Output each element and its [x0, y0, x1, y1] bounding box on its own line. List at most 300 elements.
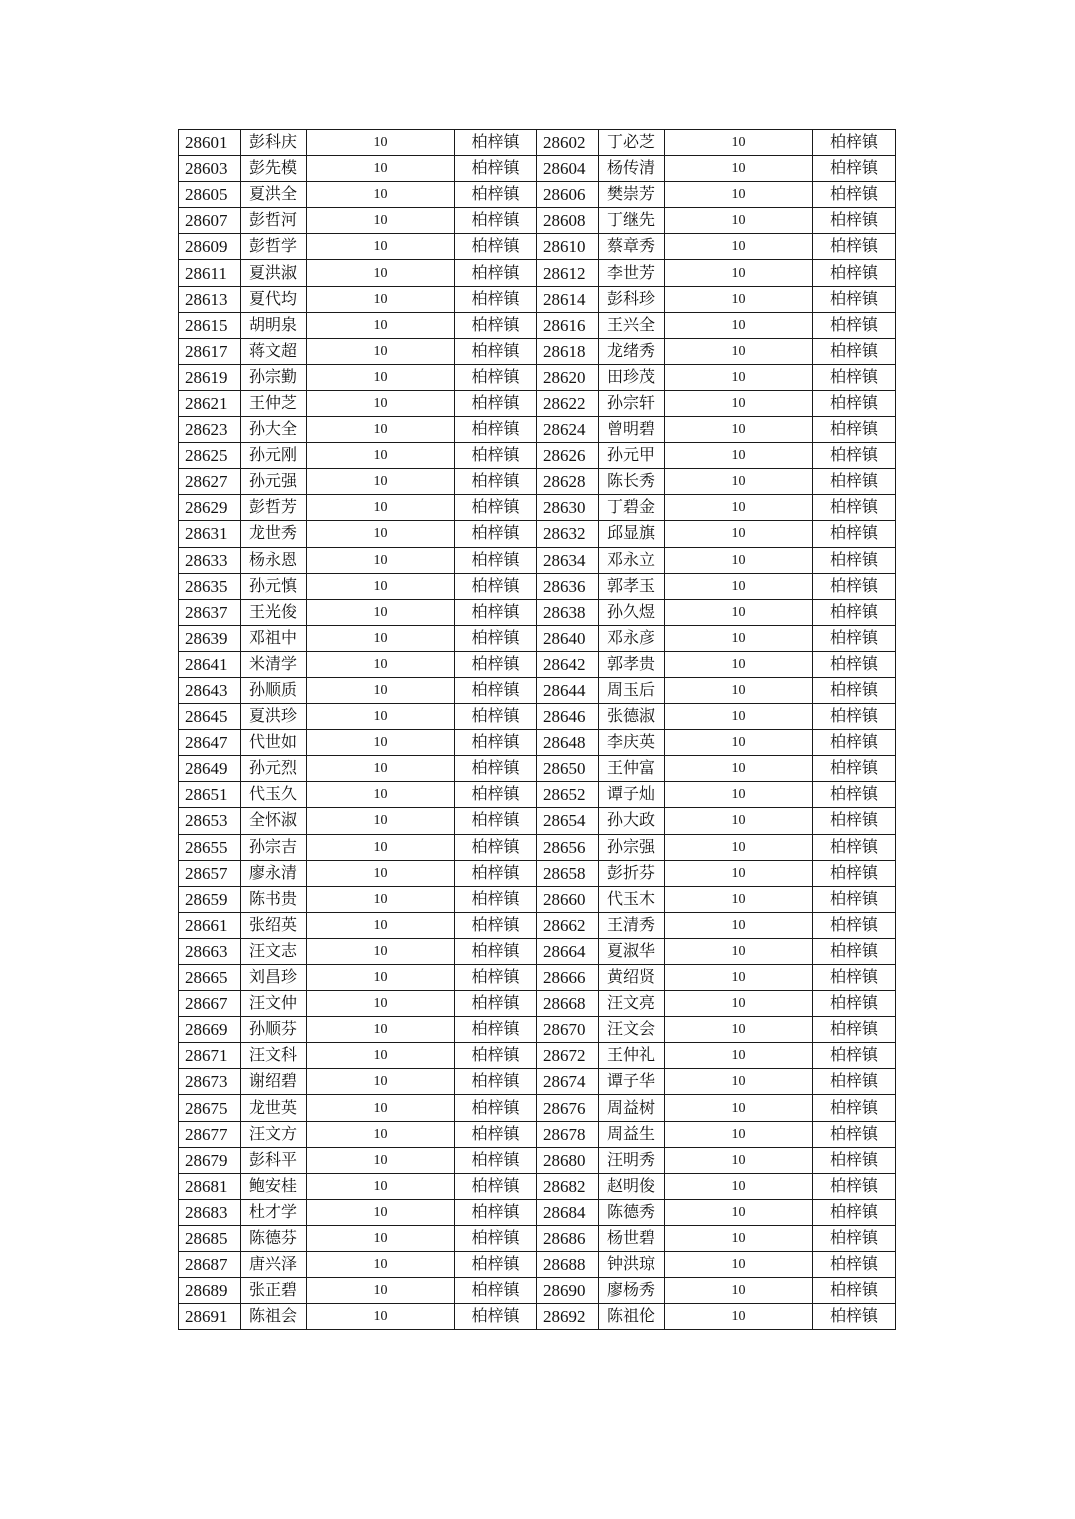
left-amount-cell: 10: [307, 417, 455, 443]
left-amount-cell: 10: [307, 1121, 455, 1147]
right-amount-cell: 10: [665, 286, 813, 312]
left-amount-cell: 10: [307, 1017, 455, 1043]
left-town-name-cell: 柏梓镇: [455, 156, 537, 182]
left-town-name-cell: 柏梓镇: [455, 991, 537, 1017]
right-record-id-cell: 28686: [537, 1225, 599, 1251]
table-body: [179, 130, 896, 1330]
left-town-name-cell: 柏梓镇: [455, 912, 537, 938]
right-person-name-cell: 田珍茂: [599, 364, 665, 390]
right-town-name-cell: 柏梓镇: [813, 834, 896, 860]
right-person-name-cell: 邱显旗: [599, 521, 665, 547]
table-row: [179, 938, 896, 964]
left-record-id-cell: 28613: [179, 286, 241, 312]
right-town-name-cell: 柏梓镇: [813, 234, 896, 260]
right-amount-cell: 10: [665, 625, 813, 651]
table-row: [179, 1017, 896, 1043]
right-amount-cell: 10: [665, 886, 813, 912]
left-town-name-cell: 柏梓镇: [455, 1147, 537, 1173]
right-amount-cell: 10: [665, 338, 813, 364]
left-person-name-cell: 王光俊: [241, 599, 307, 625]
left-amount-cell: 10: [307, 1199, 455, 1225]
right-amount-cell: 10: [665, 234, 813, 260]
right-amount-cell: 10: [665, 834, 813, 860]
table-row: [179, 834, 896, 860]
left-record-id-cell: 28639: [179, 625, 241, 651]
left-record-id-cell: 28605: [179, 182, 241, 208]
left-record-id-cell: 28631: [179, 521, 241, 547]
right-amount-cell: 10: [665, 495, 813, 521]
left-person-name-cell: 孙元强: [241, 469, 307, 495]
left-town-name-cell: 柏梓镇: [455, 599, 537, 625]
left-record-id-cell: 28655: [179, 834, 241, 860]
left-amount-cell: 10: [307, 364, 455, 390]
left-person-name-cell: 夏洪淑: [241, 260, 307, 286]
left-town-name-cell: 柏梓镇: [455, 1095, 537, 1121]
left-person-name-cell: 邓祖中: [241, 625, 307, 651]
left-record-id-cell: 28623: [179, 417, 241, 443]
right-amount-cell: 10: [665, 1147, 813, 1173]
right-record-id-cell: 28644: [537, 677, 599, 703]
right-town-name-cell: 柏梓镇: [813, 991, 896, 1017]
right-town-name-cell: 柏梓镇: [813, 130, 896, 156]
left-amount-cell: 10: [307, 991, 455, 1017]
table-row: [179, 1304, 896, 1330]
right-town-name-cell: 柏梓镇: [813, 1278, 896, 1304]
left-record-id-cell: 28675: [179, 1095, 241, 1121]
table-row: [179, 1225, 896, 1251]
left-person-name-cell: 张绍英: [241, 912, 307, 938]
right-person-name-cell: 郭孝玉: [599, 573, 665, 599]
left-person-name-cell: 杨永恩: [241, 547, 307, 573]
table-row: [179, 130, 896, 156]
right-record-id-cell: 28606: [537, 182, 599, 208]
right-record-id-cell: 28620: [537, 364, 599, 390]
right-record-id-cell: 28660: [537, 886, 599, 912]
right-record-id-cell: 28678: [537, 1121, 599, 1147]
left-amount-cell: 10: [307, 234, 455, 260]
left-record-id-cell: 28625: [179, 443, 241, 469]
right-record-id-cell: 28640: [537, 625, 599, 651]
right-town-name-cell: 柏梓镇: [813, 1095, 896, 1121]
left-amount-cell: 10: [307, 730, 455, 756]
left-town-name-cell: 柏梓镇: [455, 730, 537, 756]
left-record-id-cell: 28651: [179, 782, 241, 808]
left-amount-cell: 10: [307, 938, 455, 964]
right-town-name-cell: 柏梓镇: [813, 704, 896, 730]
left-person-name-cell: 彭科庆: [241, 130, 307, 156]
left-town-name-cell: 柏梓镇: [455, 1199, 537, 1225]
left-person-name-cell: 夏代均: [241, 286, 307, 312]
right-amount-cell: 10: [665, 1173, 813, 1199]
left-record-id-cell: 28611: [179, 260, 241, 286]
left-record-id-cell: 28649: [179, 756, 241, 782]
right-person-name-cell: 彭科珍: [599, 286, 665, 312]
right-town-name-cell: 柏梓镇: [813, 756, 896, 782]
right-amount-cell: 10: [665, 991, 813, 1017]
left-person-name-cell: 王仲芝: [241, 390, 307, 416]
table-row: [179, 808, 896, 834]
right-amount-cell: 10: [665, 1043, 813, 1069]
left-amount-cell: 10: [307, 495, 455, 521]
right-person-name-cell: 丁碧金: [599, 495, 665, 521]
table-row: [179, 469, 896, 495]
right-record-id-cell: 28692: [537, 1304, 599, 1330]
right-town-name-cell: 柏梓镇: [813, 1069, 896, 1095]
right-record-id-cell: 28618: [537, 338, 599, 364]
left-town-name-cell: 柏梓镇: [455, 938, 537, 964]
left-amount-cell: 10: [307, 338, 455, 364]
left-amount-cell: 10: [307, 651, 455, 677]
right-person-name-cell: 周益树: [599, 1095, 665, 1121]
left-town-name-cell: 柏梓镇: [455, 965, 537, 991]
right-town-name-cell: 柏梓镇: [813, 730, 896, 756]
right-person-name-cell: 谭子灿: [599, 782, 665, 808]
right-record-id-cell: 28684: [537, 1199, 599, 1225]
left-person-name-cell: 孙元刚: [241, 443, 307, 469]
left-record-id-cell: 28671: [179, 1043, 241, 1069]
right-person-name-cell: 龙绪秀: [599, 338, 665, 364]
table-row: [179, 1278, 896, 1304]
right-town-name-cell: 柏梓镇: [813, 1304, 896, 1330]
table-row: [179, 1173, 896, 1199]
right-record-id-cell: 28634: [537, 547, 599, 573]
right-person-name-cell: 孙元甲: [599, 443, 665, 469]
right-person-name-cell: 周玉后: [599, 677, 665, 703]
right-town-name-cell: 柏梓镇: [813, 938, 896, 964]
left-person-name-cell: 孙元烈: [241, 756, 307, 782]
left-town-name-cell: 柏梓镇: [455, 1225, 537, 1251]
left-person-name-cell: 鲍安桂: [241, 1173, 307, 1199]
left-town-name-cell: 柏梓镇: [455, 312, 537, 338]
right-town-name-cell: 柏梓镇: [813, 443, 896, 469]
left-town-name-cell: 柏梓镇: [455, 1173, 537, 1199]
right-town-name-cell: 柏梓镇: [813, 182, 896, 208]
left-amount-cell: 10: [307, 1147, 455, 1173]
right-record-id-cell: 28676: [537, 1095, 599, 1121]
table-row: [179, 573, 896, 599]
right-record-id-cell: 28654: [537, 808, 599, 834]
right-town-name-cell: 柏梓镇: [813, 860, 896, 886]
left-town-name-cell: 柏梓镇: [455, 547, 537, 573]
right-record-id-cell: 28630: [537, 495, 599, 521]
right-town-name-cell: 柏梓镇: [813, 469, 896, 495]
right-town-name-cell: 柏梓镇: [813, 599, 896, 625]
right-person-name-cell: 李世芳: [599, 260, 665, 286]
left-town-name-cell: 柏梓镇: [455, 782, 537, 808]
left-amount-cell: 10: [307, 130, 455, 156]
left-person-name-cell: 全怀淑: [241, 808, 307, 834]
right-town-name-cell: 柏梓镇: [813, 808, 896, 834]
right-person-name-cell: 张德淑: [599, 704, 665, 730]
left-town-name-cell: 柏梓镇: [455, 208, 537, 234]
left-town-name-cell: 柏梓镇: [455, 860, 537, 886]
right-amount-cell: 10: [665, 912, 813, 938]
left-amount-cell: 10: [307, 443, 455, 469]
right-amount-cell: 10: [665, 417, 813, 443]
right-amount-cell: 10: [665, 1199, 813, 1225]
right-record-id-cell: 28602: [537, 130, 599, 156]
right-amount-cell: 10: [665, 260, 813, 286]
right-amount-cell: 10: [665, 573, 813, 599]
right-record-id-cell: 28652: [537, 782, 599, 808]
left-amount-cell: 10: [307, 390, 455, 416]
left-record-id-cell: 28679: [179, 1147, 241, 1173]
left-town-name-cell: 柏梓镇: [455, 521, 537, 547]
table-row: [179, 156, 896, 182]
left-town-name-cell: 柏梓镇: [455, 756, 537, 782]
right-amount-cell: 10: [665, 521, 813, 547]
table-row: [179, 495, 896, 521]
right-town-name-cell: 柏梓镇: [813, 886, 896, 912]
right-town-name-cell: 柏梓镇: [813, 1147, 896, 1173]
right-amount-cell: 10: [665, 364, 813, 390]
right-record-id-cell: 28628: [537, 469, 599, 495]
left-record-id-cell: 28677: [179, 1121, 241, 1147]
right-person-name-cell: 杨世碧: [599, 1225, 665, 1251]
right-person-name-cell: 蔡章秀: [599, 234, 665, 260]
left-person-name-cell: 彭哲芳: [241, 495, 307, 521]
right-amount-cell: 10: [665, 1252, 813, 1278]
right-town-name-cell: 柏梓镇: [813, 965, 896, 991]
left-person-name-cell: 孙元慎: [241, 573, 307, 599]
table-row: [179, 651, 896, 677]
left-town-name-cell: 柏梓镇: [455, 260, 537, 286]
right-amount-cell: 10: [665, 1278, 813, 1304]
left-person-name-cell: 汪文志: [241, 938, 307, 964]
table-row: [179, 338, 896, 364]
left-record-id-cell: 28669: [179, 1017, 241, 1043]
left-amount-cell: 10: [307, 599, 455, 625]
left-amount-cell: 10: [307, 547, 455, 573]
left-person-name-cell: 杜才学: [241, 1199, 307, 1225]
left-amount-cell: 10: [307, 312, 455, 338]
left-record-id-cell: 28645: [179, 704, 241, 730]
right-person-name-cell: 陈祖伦: [599, 1304, 665, 1330]
left-person-name-cell: 龙世秀: [241, 521, 307, 547]
right-person-name-cell: 李庆英: [599, 730, 665, 756]
left-amount-cell: 10: [307, 1173, 455, 1199]
right-record-id-cell: 28672: [537, 1043, 599, 1069]
left-person-name-cell: 米清学: [241, 651, 307, 677]
left-person-name-cell: 孙顺质: [241, 677, 307, 703]
right-record-id-cell: 28690: [537, 1278, 599, 1304]
left-town-name-cell: 柏梓镇: [455, 364, 537, 390]
left-town-name-cell: 柏梓镇: [455, 677, 537, 703]
right-town-name-cell: 柏梓镇: [813, 390, 896, 416]
right-amount-cell: 10: [665, 1304, 813, 1330]
right-person-name-cell: 邓永立: [599, 547, 665, 573]
left-amount-cell: 10: [307, 208, 455, 234]
left-person-name-cell: 孙宗勤: [241, 364, 307, 390]
left-town-name-cell: 柏梓镇: [455, 1278, 537, 1304]
left-record-id-cell: 28635: [179, 573, 241, 599]
left-record-id-cell: 28685: [179, 1225, 241, 1251]
right-town-name-cell: 柏梓镇: [813, 260, 896, 286]
right-amount-cell: 10: [665, 677, 813, 703]
right-amount-cell: 10: [665, 443, 813, 469]
left-record-id-cell: 28683: [179, 1199, 241, 1225]
right-amount-cell: 10: [665, 390, 813, 416]
right-amount-cell: 10: [665, 312, 813, 338]
left-record-id-cell: 28609: [179, 234, 241, 260]
table-row: [179, 443, 896, 469]
table-row: [179, 312, 896, 338]
right-person-name-cell: 周益生: [599, 1121, 665, 1147]
left-person-name-cell: 刘昌珍: [241, 965, 307, 991]
left-record-id-cell: 28653: [179, 808, 241, 834]
right-town-name-cell: 柏梓镇: [813, 417, 896, 443]
left-record-id-cell: 28607: [179, 208, 241, 234]
left-person-name-cell: 彭科平: [241, 1147, 307, 1173]
left-record-id-cell: 28647: [179, 730, 241, 756]
right-person-name-cell: 郭孝贵: [599, 651, 665, 677]
left-record-id-cell: 28681: [179, 1173, 241, 1199]
right-record-id-cell: 28604: [537, 156, 599, 182]
left-amount-cell: 10: [307, 1278, 455, 1304]
table-row: [179, 182, 896, 208]
left-record-id-cell: 28663: [179, 938, 241, 964]
left-person-name-cell: 彭先模: [241, 156, 307, 182]
right-record-id-cell: 28610: [537, 234, 599, 260]
left-town-name-cell: 柏梓镇: [455, 417, 537, 443]
right-town-name-cell: 柏梓镇: [813, 312, 896, 338]
left-record-id-cell: 28643: [179, 677, 241, 703]
right-record-id-cell: 28648: [537, 730, 599, 756]
right-amount-cell: 10: [665, 599, 813, 625]
right-record-id-cell: 28636: [537, 573, 599, 599]
right-amount-cell: 10: [665, 1225, 813, 1251]
left-amount-cell: 10: [307, 1225, 455, 1251]
left-town-name-cell: 柏梓镇: [455, 1304, 537, 1330]
right-record-id-cell: 28638: [537, 599, 599, 625]
left-town-name-cell: 柏梓镇: [455, 443, 537, 469]
left-amount-cell: 10: [307, 860, 455, 886]
right-person-name-cell: 代玉木: [599, 886, 665, 912]
left-amount-cell: 10: [307, 469, 455, 495]
right-person-name-cell: 孙久煜: [599, 599, 665, 625]
right-record-id-cell: 28658: [537, 860, 599, 886]
left-person-name-cell: 彭哲学: [241, 234, 307, 260]
left-person-name-cell: 谢绍碧: [241, 1069, 307, 1095]
table-row: [179, 1043, 896, 1069]
right-town-name-cell: 柏梓镇: [813, 1173, 896, 1199]
table-row: [179, 704, 896, 730]
left-record-id-cell: 28661: [179, 912, 241, 938]
right-amount-cell: 10: [665, 208, 813, 234]
left-amount-cell: 10: [307, 1043, 455, 1069]
table-row: [179, 677, 896, 703]
right-person-name-cell: 丁必芝: [599, 130, 665, 156]
left-town-name-cell: 柏梓镇: [455, 338, 537, 364]
left-person-name-cell: 蒋文超: [241, 338, 307, 364]
right-amount-cell: 10: [665, 547, 813, 573]
right-town-name-cell: 柏梓镇: [813, 782, 896, 808]
left-record-id-cell: 28689: [179, 1278, 241, 1304]
right-person-name-cell: 杨传清: [599, 156, 665, 182]
left-person-name-cell: 夏洪全: [241, 182, 307, 208]
right-person-name-cell: 王清秀: [599, 912, 665, 938]
right-record-id-cell: 28668: [537, 991, 599, 1017]
left-amount-cell: 10: [307, 573, 455, 599]
right-town-name-cell: 柏梓镇: [813, 625, 896, 651]
right-amount-cell: 10: [665, 965, 813, 991]
right-record-id-cell: 28670: [537, 1017, 599, 1043]
right-town-name-cell: 柏梓镇: [813, 1043, 896, 1069]
right-person-name-cell: 赵明俊: [599, 1173, 665, 1199]
left-amount-cell: 10: [307, 521, 455, 547]
left-town-name-cell: 柏梓镇: [455, 834, 537, 860]
left-town-name-cell: 柏梓镇: [455, 625, 537, 651]
right-town-name-cell: 柏梓镇: [813, 677, 896, 703]
right-record-id-cell: 28650: [537, 756, 599, 782]
table-row: [179, 1121, 896, 1147]
right-town-name-cell: 柏梓镇: [813, 521, 896, 547]
left-person-name-cell: 汪文仲: [241, 991, 307, 1017]
right-amount-cell: 10: [665, 782, 813, 808]
left-person-name-cell: 彭哲河: [241, 208, 307, 234]
right-record-id-cell: 28664: [537, 938, 599, 964]
right-town-name-cell: 柏梓镇: [813, 547, 896, 573]
left-record-id-cell: 28627: [179, 469, 241, 495]
left-person-name-cell: 陈书贵: [241, 886, 307, 912]
table-row: [179, 599, 896, 625]
right-town-name-cell: 柏梓镇: [813, 1199, 896, 1225]
table-row: [179, 208, 896, 234]
left-town-name-cell: 柏梓镇: [455, 886, 537, 912]
left-record-id-cell: 28665: [179, 965, 241, 991]
right-amount-cell: 10: [665, 156, 813, 182]
right-record-id-cell: 28624: [537, 417, 599, 443]
left-record-id-cell: 28619: [179, 364, 241, 390]
right-amount-cell: 10: [665, 651, 813, 677]
left-record-id-cell: 28687: [179, 1252, 241, 1278]
left-amount-cell: 10: [307, 756, 455, 782]
left-amount-cell: 10: [307, 286, 455, 312]
left-town-name-cell: 柏梓镇: [455, 286, 537, 312]
left-amount-cell: 10: [307, 834, 455, 860]
table-row: [179, 286, 896, 312]
table-row: [179, 1069, 896, 1095]
left-amount-cell: 10: [307, 156, 455, 182]
table-row: [179, 364, 896, 390]
left-amount-cell: 10: [307, 965, 455, 991]
left-amount-cell: 10: [307, 782, 455, 808]
left-person-name-cell: 陈德芬: [241, 1225, 307, 1251]
table-row: [179, 730, 896, 756]
left-town-name-cell: 柏梓镇: [455, 1043, 537, 1069]
right-town-name-cell: 柏梓镇: [813, 208, 896, 234]
left-town-name-cell: 柏梓镇: [455, 182, 537, 208]
right-amount-cell: 10: [665, 704, 813, 730]
table-row: [179, 991, 896, 1017]
left-record-id-cell: 28601: [179, 130, 241, 156]
left-town-name-cell: 柏梓镇: [455, 1121, 537, 1147]
left-record-id-cell: 28629: [179, 495, 241, 521]
table-row: [179, 417, 896, 443]
left-town-name-cell: 柏梓镇: [455, 469, 537, 495]
table-row: [179, 234, 896, 260]
table-row: [179, 965, 896, 991]
table-row: [179, 860, 896, 886]
left-town-name-cell: 柏梓镇: [455, 495, 537, 521]
table-row: [179, 390, 896, 416]
right-person-name-cell: 孙宗轩: [599, 390, 665, 416]
table-row: [179, 782, 896, 808]
right-amount-cell: 10: [665, 730, 813, 756]
right-amount-cell: 10: [665, 756, 813, 782]
table-row: [179, 1095, 896, 1121]
table-row: [179, 912, 896, 938]
